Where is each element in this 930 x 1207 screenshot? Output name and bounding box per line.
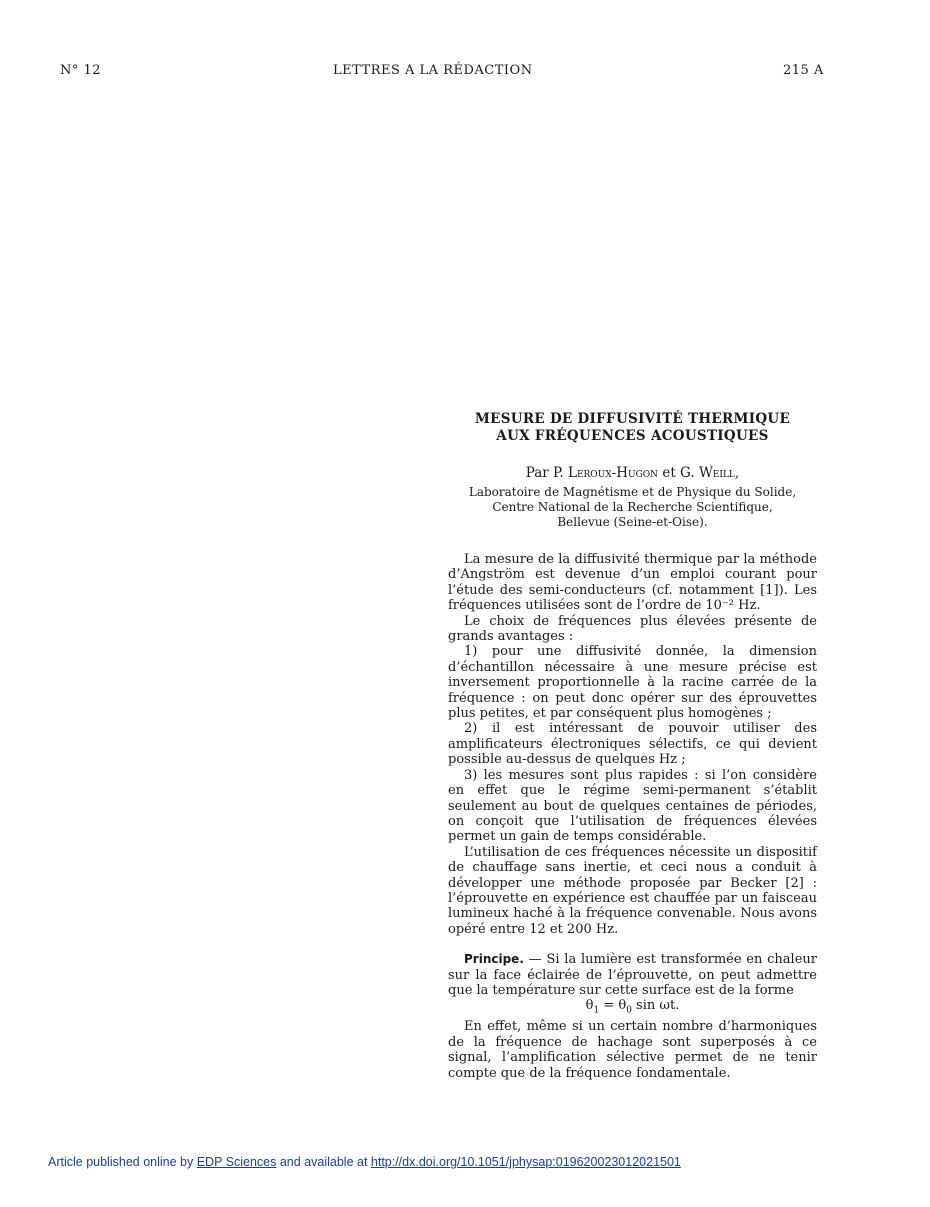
paragraph-point-2: 2) il est intéressant de pouvoir utiliser des amplificateurs électroniques sélectifs, ce qui devient possible au-dessus de quelques Hz ; [448, 721, 817, 768]
equation-rhs: sin ωt. [631, 998, 680, 1014]
authors-prefix: Par P. [525, 465, 564, 481]
footer-prefix: Article published online by [48, 1155, 197, 1169]
paragraph-method: L’utilisation de ces fréquences nécessite un dispositif de chauffage sans inertie, et ceci nous a conduit à développer une méthode proposée par Becker [2] : l’éprouvette en expérience est chauffée par un faisceau lumineux haché à la fréquence convenable. Nous avons opéré entre 12 et 200 Hz. [448, 844, 817, 937]
affiliation-line-1: Laboratoire de Magnétisme et de Physique du Solide, [468, 485, 797, 499]
running-header: LETTRES A LA RÉDACTION [333, 63, 533, 78]
author-line [448, 465, 817, 481]
paragraph-point-3: 3) les mesures sont plus rapides : si l’on considère en effet que le régime semi-permanent s’établit seulement au bout de quelques centaines de périodes, on conçoit que l’utilisation de fréquences élevées permet un gain de temps considérable. [448, 767, 817, 845]
title-line-2: AUX FRÉQUENCES ACOUSTIQUES [496, 428, 769, 444]
equation-lhs: θ [585, 998, 594, 1014]
publication-footer [48, 1155, 681, 1169]
article-body [448, 552, 817, 1081]
equation [448, 998, 817, 1019]
affiliation-line-2: Centre National de la Recherche Scientifique, [492, 500, 773, 514]
equation-mid: = θ [599, 998, 627, 1014]
affiliation-line-3: Bellevue (Seine-et-Oise). [557, 515, 708, 529]
principe-label: Principe. [464, 952, 524, 967]
paragraph-final: En effet, même si un certain nombre d’harmoniques de la fréquence de hachage sont superposés à ce signal, l’amplification sélective permet de ne tenir compte que de la fréquence fondamentale. [448, 1019, 817, 1081]
paragraph-intro: La mesure de la diffusivité thermique par la méthode d’Angström est devenue d’un emploi courant pour l’étude des semi-conducteurs (cf. notamment [1]). Les fréquences utilisées sont de l’ordre de 10⁻² Hz. [448, 552, 817, 614]
equation-lhs-sub: 1 [593, 1005, 600, 1016]
authors-and: et G. [662, 465, 695, 481]
paragraph-point-1: 1) pour une diffusivité donnée, la dimension d’échantillon nécessaire à une mesure précise est inversement proportionnelle à la racine carrée de la fréquence : on peut donc opérer sur des éprouvettes plus petites, et par conséquent plus homogènes ; [448, 644, 817, 722]
equation-mid-sub: 0 [626, 1005, 632, 1016]
doi-link[interactable]: http://dx.doi.org/10.1051/jphysap:019620023012021501 [370, 1155, 681, 1169]
authors-suffix: , [734, 465, 740, 481]
author-1: Leroux-Hugon [568, 465, 659, 481]
article-title [448, 411, 817, 445]
publisher-link[interactable]: EDP Sciences [196, 1155, 277, 1169]
author-2: Weill [698, 465, 735, 481]
title-line-1: MESURE DE DIFFUSIVITÉ THERMIQUE [474, 411, 791, 427]
paragraph-advantages: Le choix de fréquences plus élevées présente de grands avantages : [448, 613, 817, 645]
paragraph-principe [448, 952, 817, 998]
page-number-label: N° 12 [60, 63, 102, 78]
footer-middle: and available at [276, 1155, 371, 1169]
page-folio: 215 A [783, 63, 824, 78]
affiliation [448, 485, 817, 530]
principe-text: — Si la lumière est transformée en chaleur sur la face éclairée de l’éprouvette, on peut admettre que la température sur cette surface est de la forme [448, 952, 817, 998]
